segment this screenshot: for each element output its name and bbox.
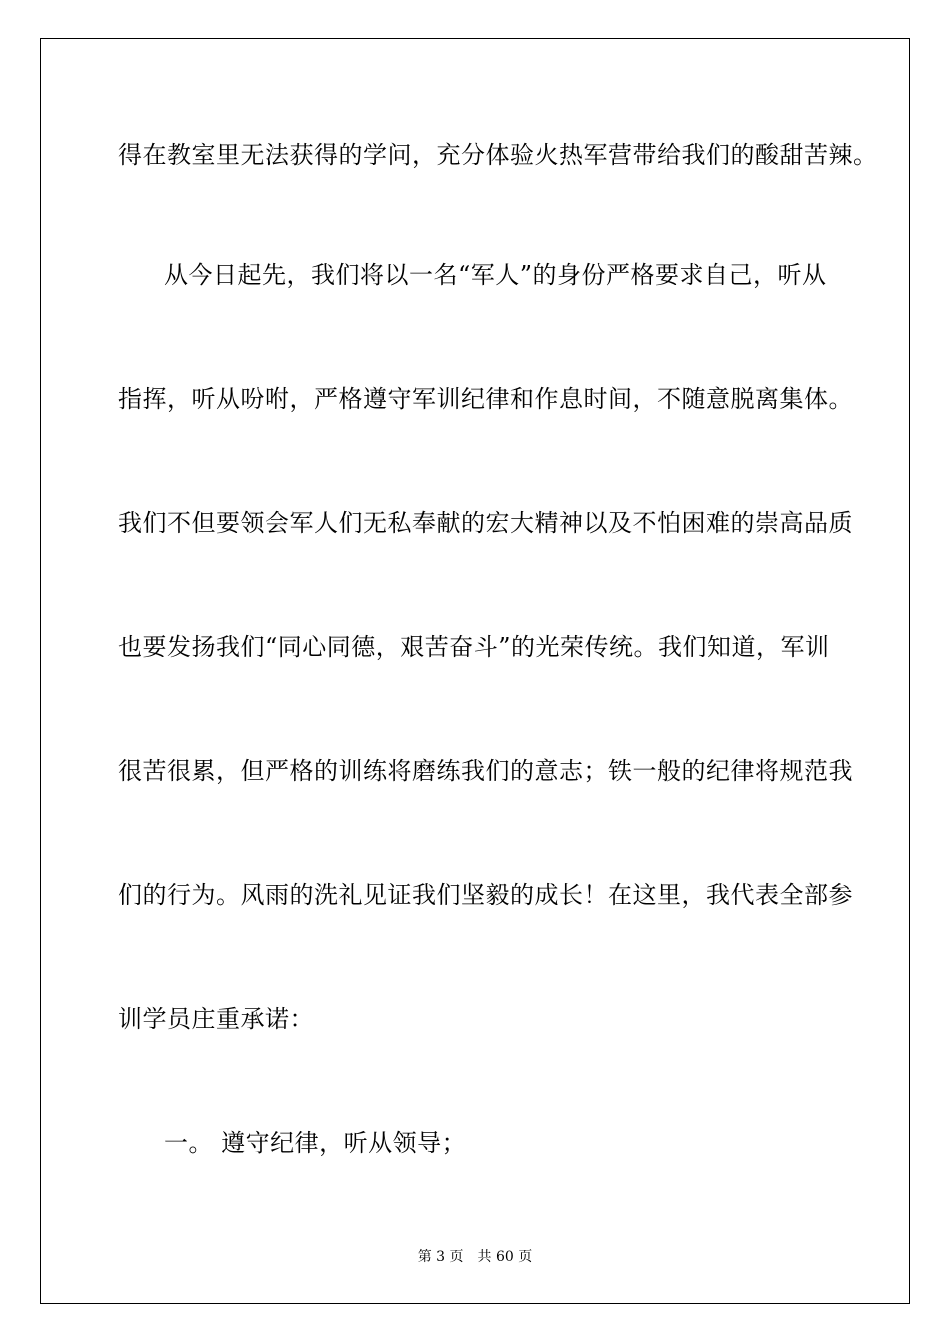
body-text-line: 训学员庄重承诺： <box>118 1005 314 1033</box>
body-text-line: 也要发扬我们“同心同德，艰苦奋斗”的光荣传统。我们知道，军训 <box>118 633 830 661</box>
body-text-line: 很苦很累，但严格的训练将磨练我们的意志；铁一般的纪律将规范我 <box>118 757 853 785</box>
page-number: 第 3 页 <box>417 1249 464 1265</box>
body-text-line: 我们不但要领会军人们无私奉献的宏大精神以及不怕困难的崇高品质 <box>118 509 853 537</box>
body-text-line: 得在教室里无法获得的学问，充分体验火热军营带给我们的酸甜苦辣。 <box>118 141 878 169</box>
page-border <box>40 38 910 1304</box>
page-footer <box>0 1248 950 1266</box>
list-item: 一。 遵守纪律，听从领导； <box>164 1129 467 1157</box>
body-text-line: 们的行为。风雨的洗礼见证我们坚毅的成长！在这里，我代表全部参 <box>118 881 853 909</box>
body-text-line: 从今日起先，我们将以一名“军人”的身份严格要求自己，听从 <box>164 261 827 289</box>
total-pages: 共 60 页 <box>477 1249 533 1265</box>
body-text-line: 指挥，听从吩咐，严格遵守军训纪律和作息时间，不随意脱离集体。 <box>118 385 853 413</box>
